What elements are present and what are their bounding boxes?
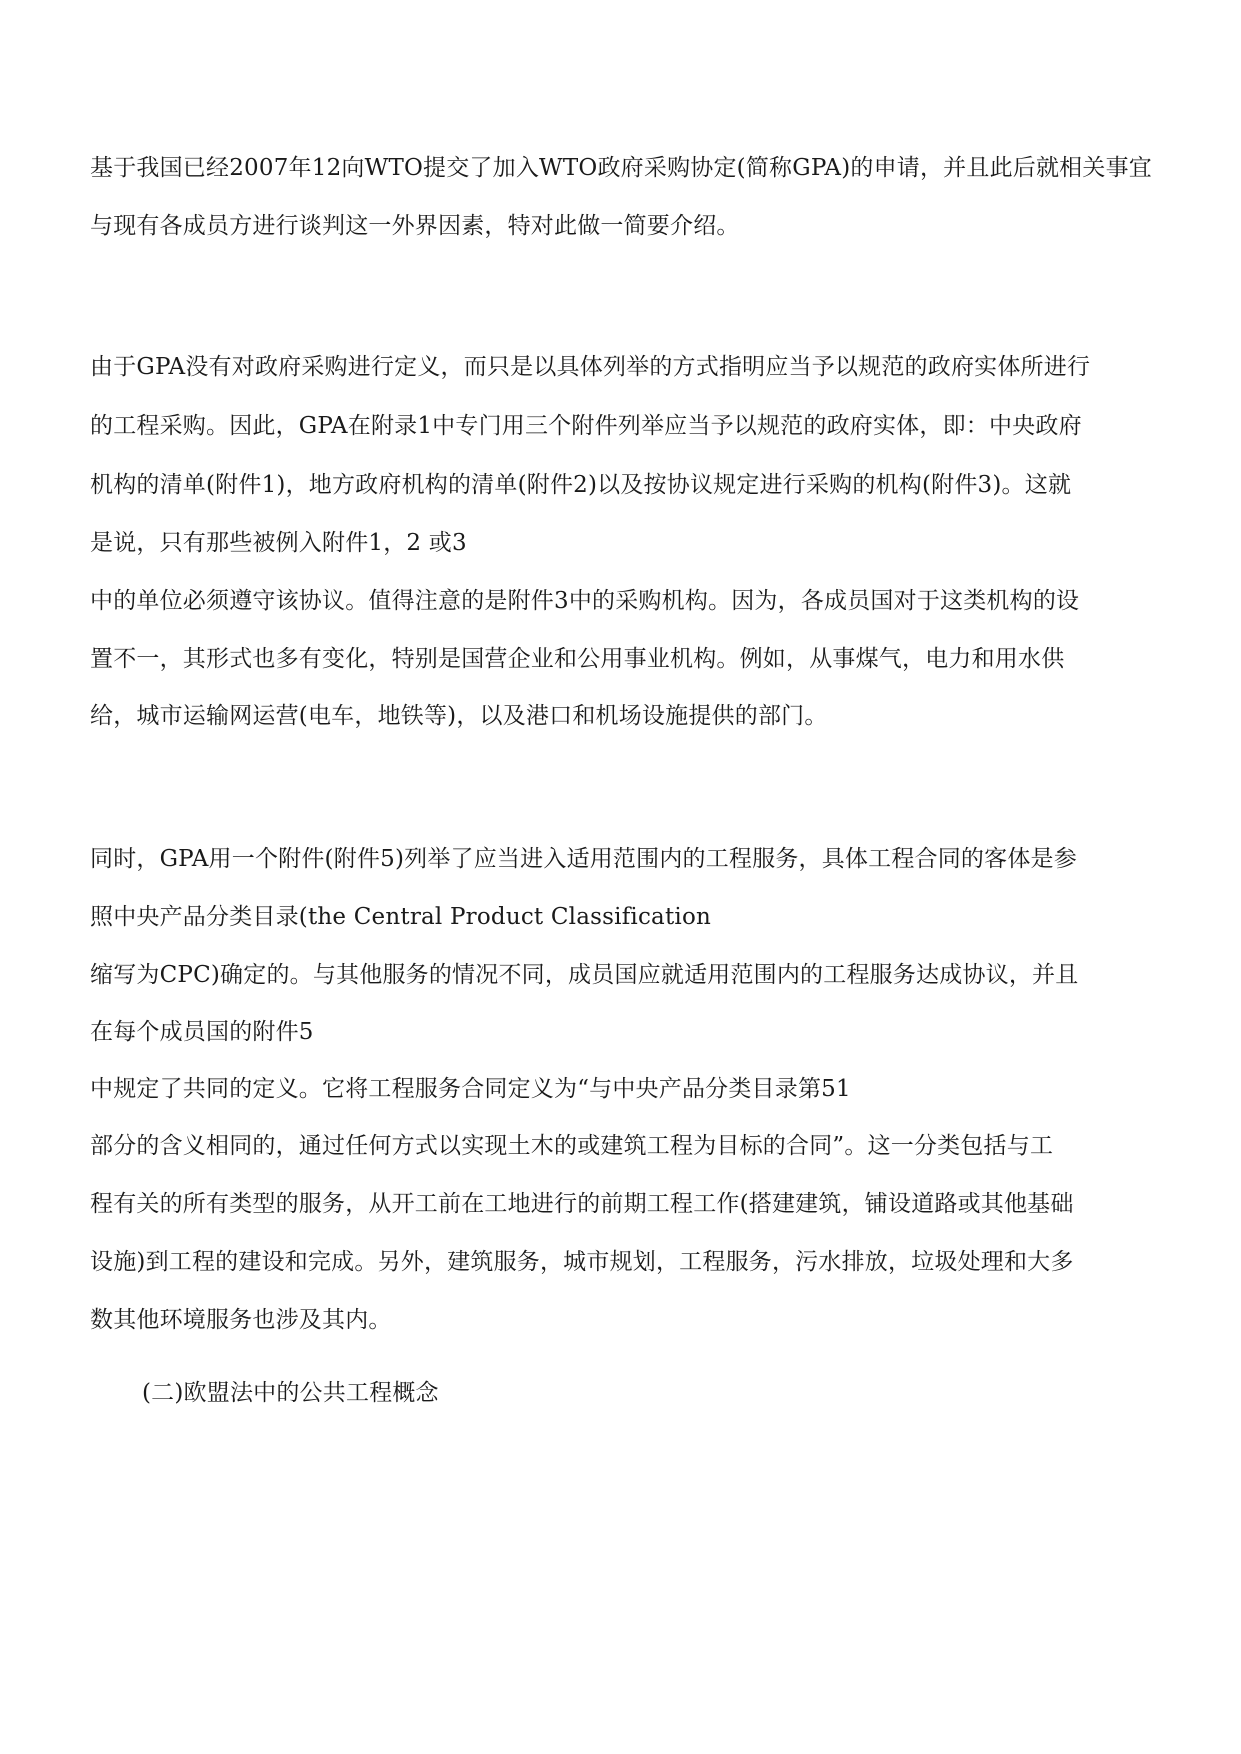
paragraph-2-line-5: 中的单位必须遵守该协议。值得注意的是附件3中的采购机构。因为，各成员国对于这类机构的设 — [90, 588, 1080, 614]
paragraph-3-line-3: 缩写为CPC)确定的。与其他服务的情况不同，成员国应就适用范围内的工程服务达成协议，并且 — [90, 962, 1079, 988]
paragraph-2-line-3: 机构的清单(附件1)，地方政府机构的清单(附件2)以及按协议规定进行采购的机构(附件3)。这就 — [90, 472, 1072, 498]
paragraph-3-line-8: 设施)到工程的建设和完成。另外，建筑服务，城市规划，工程服务，污水排放，垃圾处理和大多 — [90, 1249, 1074, 1275]
paragraph-3-line-4: 在每个成员国的附件5 — [90, 1019, 314, 1045]
paragraph-2-line-2: 的工程采购。因此，GPA在附录1中专门用三个附件列举应当予以规范的政府实体，即：中央政府 — [90, 413, 1082, 439]
paragraph-2-line-6: 置不一，其形式也多有变化，特别是国营企业和公用事业机构。例如，从事煤气，电力和用水供 — [90, 646, 1065, 672]
paragraph-1-line-2: 与现有各成员方进行谈判这一外界因素，特对此做一简要介绍。 — [90, 213, 740, 239]
paragraph-1-line-1: 基于我国已经2007年12向WTO提交了加入WTO政府采购协定(简称GPA)的申请，并且此后就相关事宜 — [90, 155, 1152, 181]
paragraph-3-line-2: 照中央产品分类目录(the Central Product Classification — [90, 904, 712, 930]
paragraph-2-line-4: 是说，只有那些被例入附件1，2 或3 — [90, 530, 467, 556]
section-heading: (二)欧盟法中的公共工程概念 — [142, 1380, 439, 1406]
paragraph-3-line-1: 同时，GPA用一个附件(附件5)列举了应当进入适用范围内的工程服务，具体工程合同的客体是参 — [90, 846, 1077, 872]
paragraph-3-line-7: 程有关的所有类型的服务，从开工前在工地进行的前期工程工作(搭建建筑，铺设道路或其他基础 — [90, 1191, 1074, 1217]
paragraph-3-line-9: 数其他环境服务也涉及其内。 — [90, 1307, 392, 1333]
paragraph-3-line-5: 中规定了共同的定义。它将工程服务合同定义为“与中央产品分类目录第51 — [90, 1076, 851, 1102]
paragraph-3-line-6: 部分的含义相同的，通过任何方式以实现土木的或建筑工程为目标的合同”。这一分类包括与工 — [90, 1133, 1054, 1159]
paragraph-2-line-7: 给，城市运输网运营(电车，地铁等)，以及港口和机场设施提供的部门。 — [90, 703, 828, 729]
paragraph-2-line-1: 由于GPA没有对政府采购进行定义，而只是以具体列举的方式指明应当予以规范的政府实体所进行 — [90, 354, 1091, 380]
